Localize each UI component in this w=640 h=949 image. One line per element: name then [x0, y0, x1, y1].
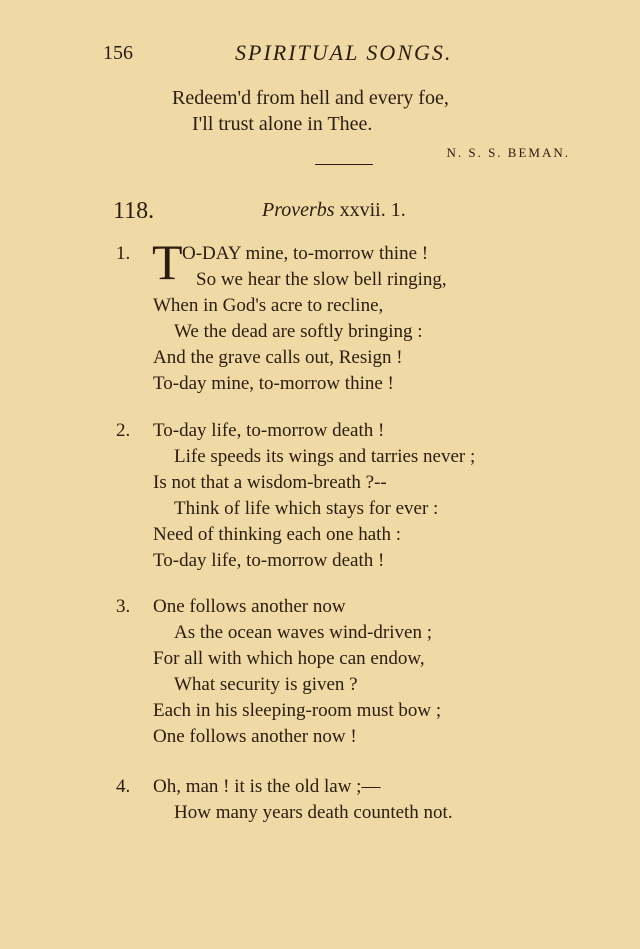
- page-header: [0, 40, 640, 70]
- verse-line: For all with which hope can endow,: [153, 648, 425, 669]
- verse-line: To-day mine, to-morrow thine !: [153, 373, 394, 394]
- stanza-number: 2.: [116, 420, 131, 441]
- verse-line: I'll trust alone in Thee.: [192, 113, 373, 135]
- verse-line: Need of thinking each one hath :: [153, 524, 401, 545]
- scripture-chapter-verse: xxvii. 1.: [339, 199, 406, 221]
- running-title: SPIRITUAL SONGS.: [235, 40, 453, 65]
- verse-line: When in God's acre to recline,: [153, 295, 384, 316]
- verse-line: Life speeds its wings and tarries never ;: [174, 446, 476, 467]
- scripture-book: Proverbs: [262, 199, 335, 221]
- stanza-number: 4.: [116, 776, 131, 797]
- verse-line: Redeem'd from hell and every foe,: [172, 87, 449, 109]
- verse-line: One follows another now !: [153, 726, 357, 747]
- verse-line: Oh, man ! it is the old law ;—: [153, 776, 381, 797]
- verse-line: To-day life, to-morrow death !: [153, 420, 385, 441]
- verse-line: And the grave calls out, Resign !: [153, 347, 403, 368]
- author-attribution: N. S. S. BEMAN.: [446, 145, 570, 160]
- verse-line: As the ocean waves wind-driven ;: [174, 622, 433, 643]
- verse-line: Is not that a wisdom-breath ?--: [153, 472, 387, 493]
- section-divider: [315, 164, 373, 165]
- verse-line: Think of life which stays for ever :: [174, 498, 439, 519]
- page-number: 156: [103, 42, 133, 64]
- verse-line: So we hear the slow bell ringing,: [196, 269, 447, 290]
- verse-line: To-day life, to-morrow death !: [153, 550, 385, 571]
- stanza-number: 3.: [116, 596, 131, 617]
- verse-line: How many years death counteth not.: [174, 802, 453, 823]
- verse-line: One follows another now: [153, 596, 346, 617]
- previous-hymn-ending: [172, 85, 449, 137]
- verse-line: Each in his sleeping-room must bow ;: [153, 700, 442, 721]
- verse-line: What security is given ?: [174, 674, 358, 695]
- scripture-reference: [262, 199, 406, 222]
- hymn-number: 118.: [113, 198, 155, 224]
- drop-cap: T: [152, 234, 183, 290]
- verse-line: We the dead are softly bringing :: [174, 321, 423, 342]
- stanza-number: 1.: [116, 243, 131, 264]
- verse-line: O-DAY mine, to-morrow thine !: [182, 243, 429, 264]
